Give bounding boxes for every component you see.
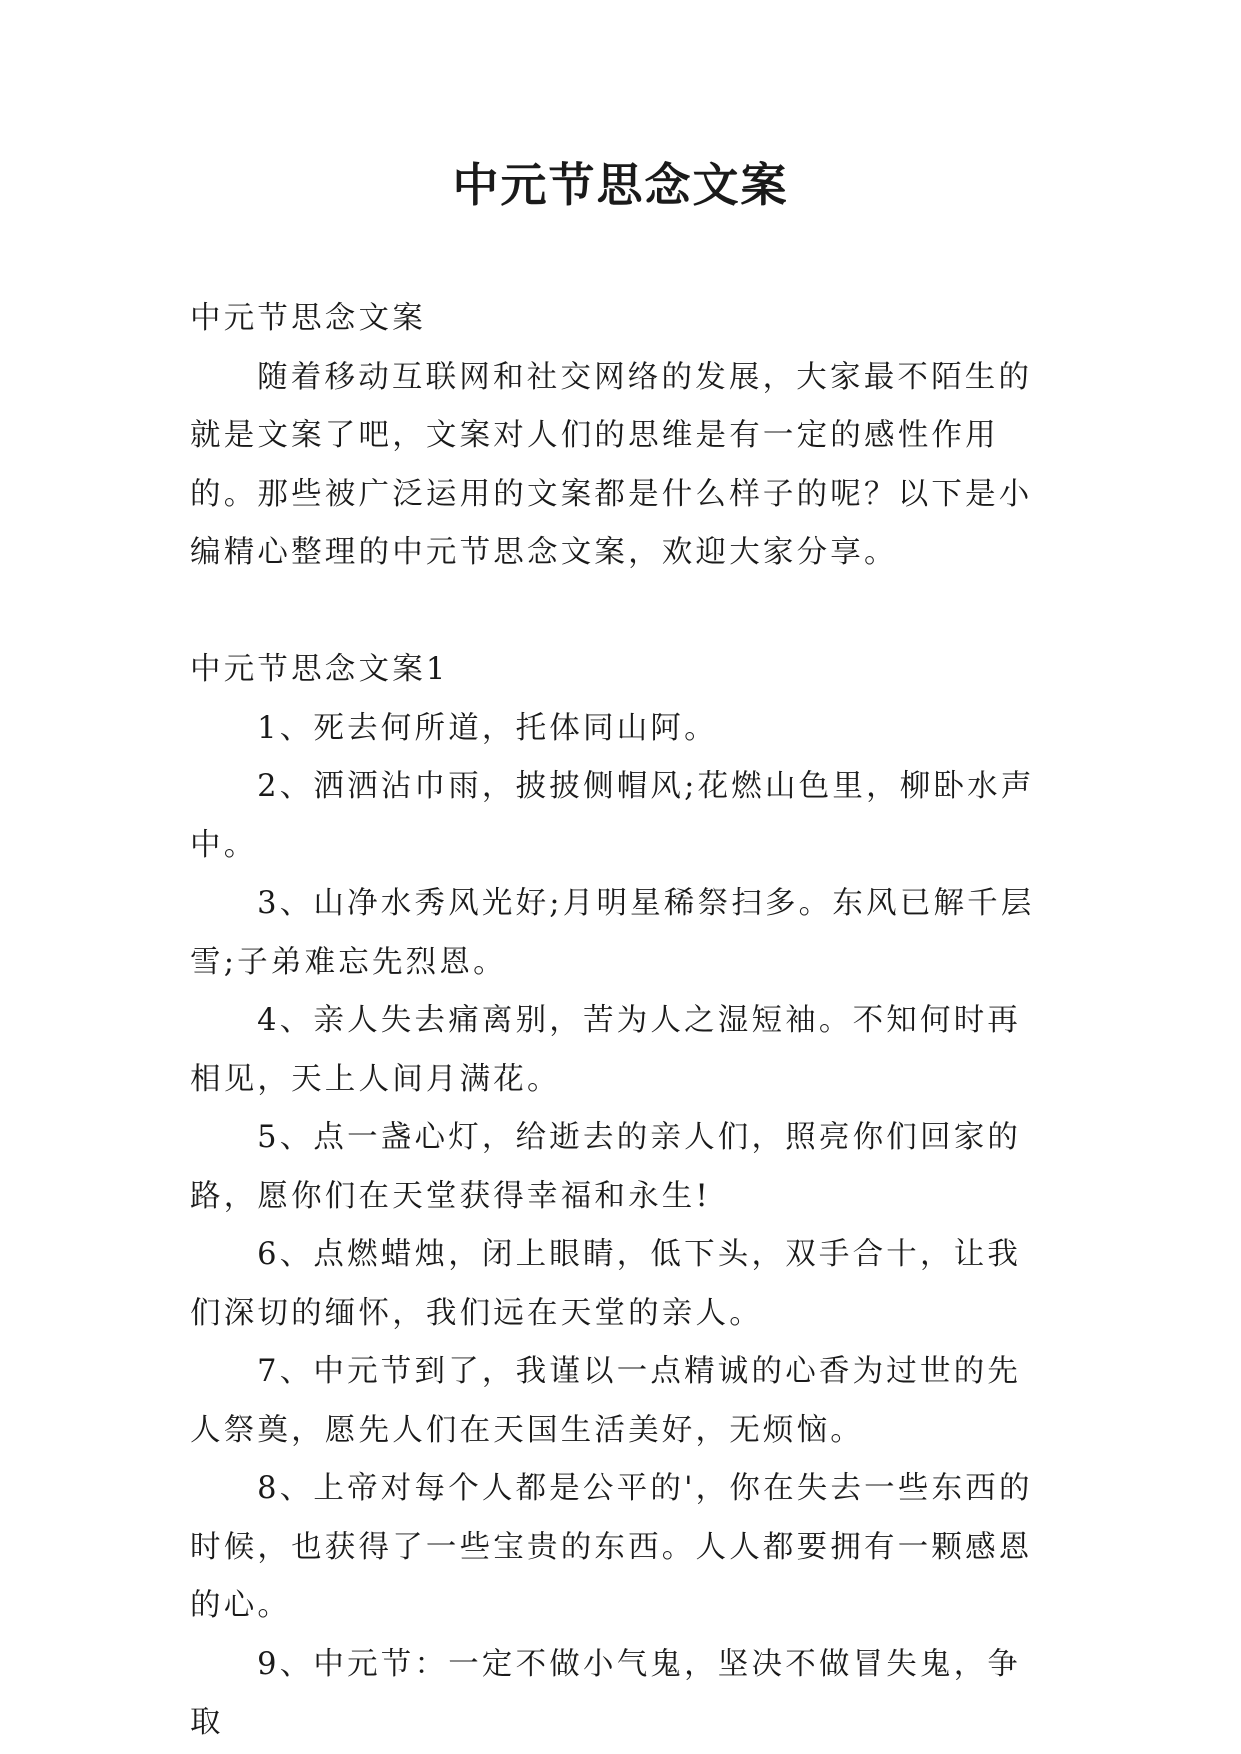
list-item: 8、上帝对每个人都是公平的'，你在失去一些东西的时候，也获得了一些宝贵的东西。人人都要拥有一颗感恩的心。 bbox=[190, 1471, 1033, 1623]
paragraph-spacer bbox=[190, 583, 1054, 642]
list-item: 1、死去何所道，托体同山阿。 bbox=[257, 710, 718, 746]
document-body bbox=[190, 290, 1054, 1753]
list-item: 7、中元节到了，我谨以一点精诚的心香为过世的先人祭奠，愿先人们在天国生活美好，无烦恼。 bbox=[190, 1354, 1022, 1448]
list-item: 2、洒洒沾巾雨，披披侧帽风;花燃山色里，柳卧水声中。 bbox=[190, 769, 1035, 863]
list-item: 4、亲人失去痛离别，苦为人之湿短袖。不知何时再相见，天上人间月满花。 bbox=[190, 1003, 1022, 1097]
section-heading: 中元节思念文案1 bbox=[190, 652, 449, 687]
list-item: 5、点一盏心灯，给逝去的亲人们，照亮你们回家的路，愿你们在天堂获得幸福和永生! bbox=[190, 1120, 1022, 1214]
subtitle: 中元节思念文案 bbox=[190, 301, 426, 336]
list-item: 3、山净水秀风光好;月明星稀祭扫多。东风已解千层雪;子弟难忘先烈恩。 bbox=[190, 886, 1035, 980]
document-title: 中元节思念文案 bbox=[452, 158, 789, 212]
intro-paragraph: 随着移动互联网和社交网络的发展，大家最不陌生的就是文案了吧，文案对人们的思维是有一定的感性作用的。那些被广泛运用的文案都是什么样子的呢？以下是小编精心整理的中元节思念文案，欢迎大家分享。 bbox=[190, 359, 1033, 570]
list-item: 6、点燃蜡烛，闭上眼睛，低下头，双手合十，让我们深切的缅怀，我们远在天堂的亲人。 bbox=[190, 1237, 1022, 1331]
list-item: 9、中元节：一定不做小气鬼，坚决不做冒失鬼，争取 bbox=[190, 1646, 1022, 1740]
